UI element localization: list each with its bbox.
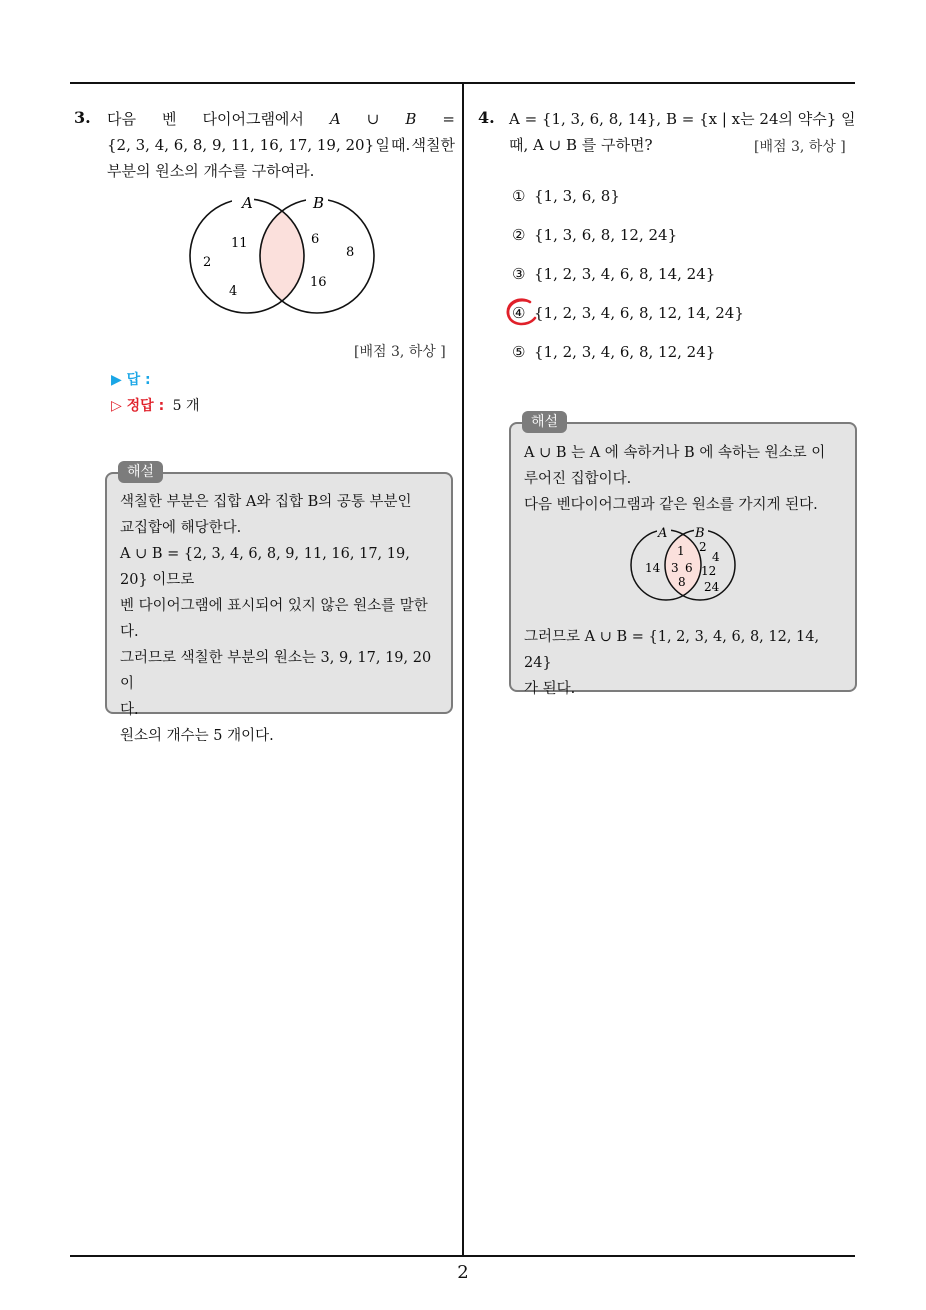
bottom-rule [70, 1255, 855, 1257]
q4-selected-answer-circle-icon [502, 296, 542, 330]
q3-element-2: 2 [203, 255, 212, 270]
q4-element-8: 8 [678, 575, 686, 589]
q4-element-24: 24 [704, 580, 720, 594]
q4-element-3: 3 [671, 561, 679, 575]
q3-element-6: 6 [311, 232, 320, 247]
q3-answer-row [111, 368, 151, 392]
q4-explanation-text: A ∪ B 는 A 에 속하거나 B 에 속하는 원소로 이 루어진 집합이다. 다음 벤다이어그램과 같은 원소를 가지게 된다. [524, 445, 826, 513]
q4-choice-3[interactable]: ③ {1, 2, 3, 4, 6, 8, 14, 24} [512, 265, 716, 283]
q3-element-11: 11 [231, 236, 248, 251]
q4-choice-2[interactable]: ② {1, 3, 6, 8, 12, 24} [512, 226, 678, 244]
q4-element-2: 2 [699, 540, 707, 554]
q3-score: [배점 3, 하상 ] [354, 344, 446, 360]
q4-conclusion-text: 그러므로 A ∪ B = {1, 2, 3, 4, 6, 8, 12, 14, 24} 가 된다. [524, 629, 820, 697]
q3-explanation-tag: 해설 [118, 461, 163, 483]
q3-explanation-text: 색칠한 부분은 집합 A와 집합 B의 공통 부분인 교집합에 해당한다. A ∪ B = {2, 3, 4, 6, 8, 9, 11, 16, 17, 19, 20} 이므로 벤 다이어그램에 표시되어 있지 않은 원소를 말한 다. 그러므로 색칠한 부분의 원소는 3, 9, 17, 19, 20 이 다. 원소의 개수는 5 개이다. [120, 494, 432, 744]
q3-correct-value: 5 개 [172, 398, 200, 414]
q4-element-14: 14 [645, 561, 661, 575]
q3-label-a: A [242, 194, 253, 212]
q4-choice-5[interactable]: ⑤ {1, 2, 3, 4, 6, 8, 12, 24} [512, 343, 716, 361]
q3-correct-row [111, 394, 200, 418]
q4-element-4: 4 [712, 550, 720, 564]
q4-line-1: A = {1, 3, 6, 8, 14}, B = {x | x는 24의 약수} 일 [509, 110, 856, 128]
q3-line-1: 다음 벤 다이어그램에서 A ∪ B = [107, 110, 455, 128]
q4-explanation-tag: 해설 [522, 411, 567, 433]
q3-element-8: 8 [346, 245, 355, 260]
q3-number: 3. [74, 108, 91, 127]
q4-element-1: 1 [677, 544, 685, 558]
q4-label-a: A [658, 526, 668, 541]
q4-element-6: 6 [685, 561, 693, 575]
q3-line-2: {2, 3, 4, 6, 8, 9, 11, 16, 17, 19, 20} 일 때. 색칠한 [107, 136, 455, 154]
q4-score: [배점 3, 하상 ] [754, 139, 846, 155]
q3-line-3: 부분의 원소의 개수를 구하여라. [107, 162, 315, 180]
q4-label-b: B [695, 526, 705, 541]
q4-choice-4[interactable]: ④ {1, 2, 3, 4, 6, 8, 12, 14, 24} [512, 304, 744, 322]
q4-element-12: 12 [701, 564, 717, 578]
page-number: 2 [457, 1262, 469, 1283]
q3-venn-diagram [180, 188, 385, 318]
column-divider [462, 82, 464, 1257]
q3-answer-label: ▶ 답 : [111, 372, 151, 388]
q3-correct-label: ▷ 정답 : [111, 398, 165, 414]
q3-element-4: 4 [229, 284, 238, 299]
q4-choice-1[interactable]: ① {1, 3, 6, 8} [512, 187, 620, 205]
q4-venn-diagram [628, 524, 740, 606]
q4-number: 4. [478, 108, 495, 127]
q4-line-2: 때, A ∪ B 를 구하면? [509, 136, 653, 154]
q3-label-b: B [313, 194, 325, 212]
q3-element-16: 16 [310, 275, 327, 290]
